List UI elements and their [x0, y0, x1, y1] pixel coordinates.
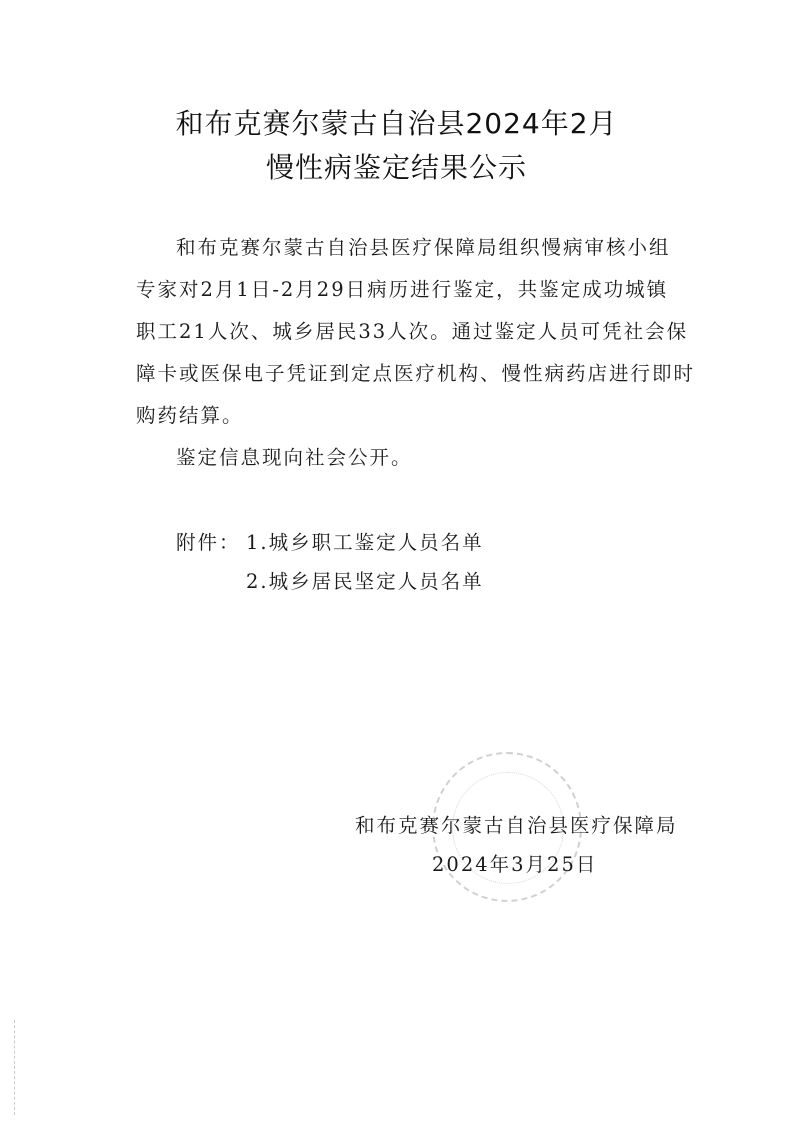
- document-title-line1: 和布克赛尔蒙古自治县2024年2月: [175, 107, 618, 140]
- scan-edge-mark: [14, 1020, 16, 1115]
- body-paragraph-line: 专家对2月1日-2月29日病历进行鉴定，共鉴定成功城镇: [136, 278, 669, 301]
- body-paragraph-line: 和布克赛尔蒙古自治县医疗保障局组织慢病审核小组: [176, 236, 671, 259]
- body-paragraph-line: 障卡或医保电子凭证到定点医疗机构、慢性病药店进行即时: [136, 362, 696, 385]
- body-paragraph-line: 职工21人次、城乡居民33人次。通过鉴定人员可凭社会保: [136, 320, 689, 343]
- attachment-item-2: 2.城乡居民坚定人员名单: [246, 570, 484, 593]
- document-title-line2: 慢性病鉴定结果公示: [265, 151, 527, 184]
- body-paragraph-line: 购药结算。: [136, 404, 244, 427]
- disclosure-paragraph: 鉴定信息现向社会公开。: [176, 446, 413, 469]
- signature-date: 2024年3月25日: [432, 853, 598, 876]
- signature-organization: 和布克赛尔蒙古自治县医疗保障局: [355, 814, 678, 837]
- attachments-label: 附件：: [176, 531, 241, 554]
- attachment-item-1: 1.城乡职工鉴定人员名单: [246, 531, 484, 554]
